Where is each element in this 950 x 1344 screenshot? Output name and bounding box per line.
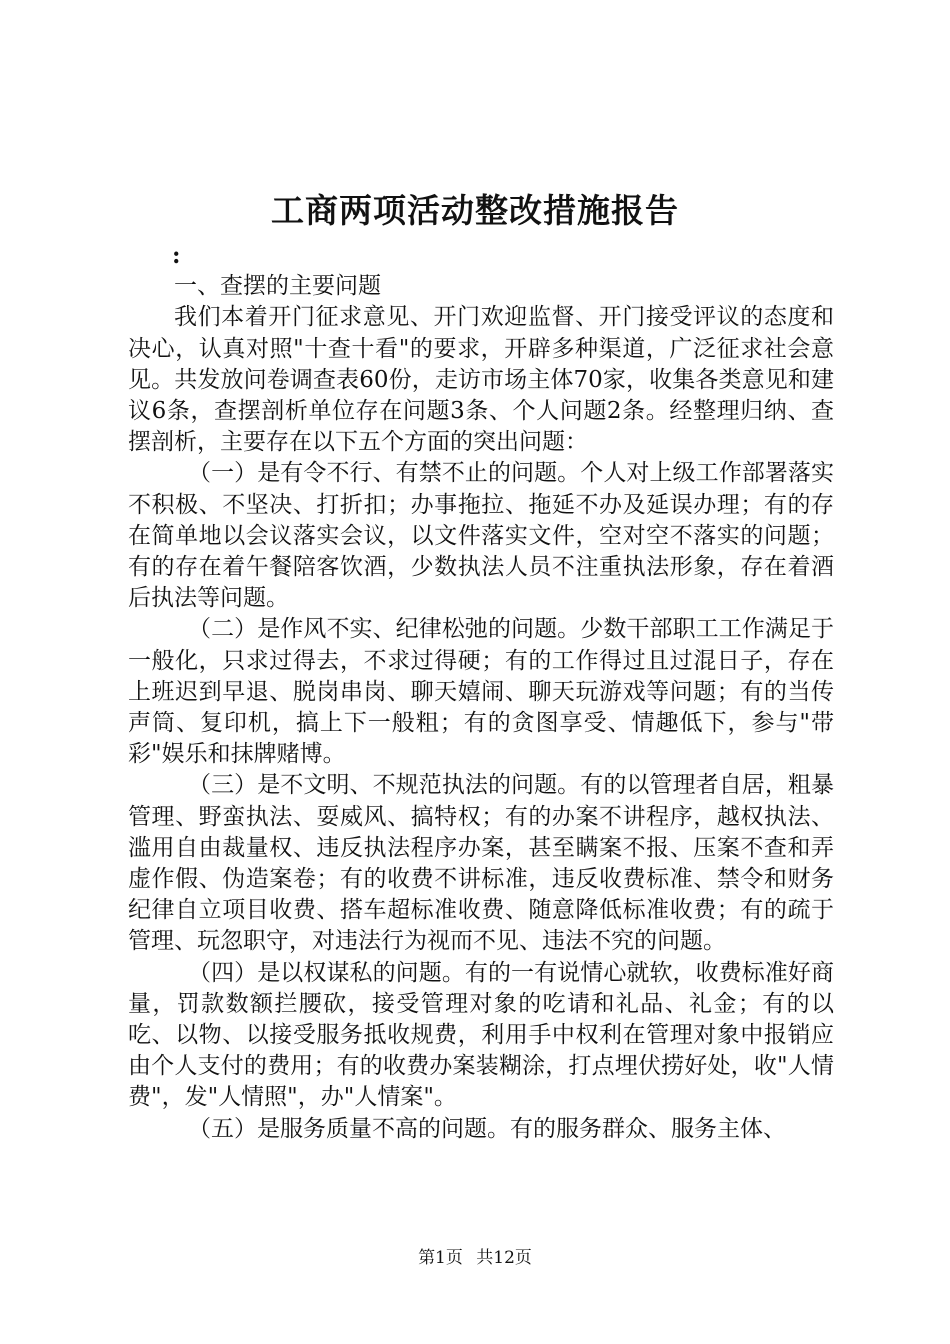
paragraph-problem-5: （五）是服务质量不高的问题。有的服务群众、服务主体、 [188, 1115, 786, 1142]
paragraph-problem-4: （四）是以权谋私的问题。有的一有说情心就软，收费标准好商量，罚款数额拦腰砍，接受管理对象的吃请和礼品、礼金；有的以吃、以物、以接受服务抵收规费，利用手中权利在管理对象中报销应由个人支付的费用；有的收费办案装糊涂，打点埋伏捞好处，收"人情费"，发"人情照"，办"人情案"。 [128, 959, 834, 1111]
page-footer [0, 1243, 950, 1268]
paragraph-problem-3: （三）是不文明、不规范执法的问题。有的以管理者自居，粗暴管理、野蛮执法、耍威风、搞特权；有的办案不讲程序，越权执法、滥用自由裁量权、违反执法程序办案，甚至瞒案不报、压案不查和弄虚作假、伪造案卷；有的收费不讲标准，违反收费标准、禁令和财务纪律自立项目收费、搭车超标准收费、随意降低标准收费；有的疏于管理、玩忽职守，对违法行为视而不见、违法不究的问题。 [128, 772, 834, 955]
paragraph-problem-2: （二）是作风不实、纪律松弛的问题。少数干部职工工作满足于一般化，只求过得去，不求过得硬；有的工作得过且过混日子，存在上班迟到早退、脱岗串岗、聊天嬉闹、聊天玩游戏等问题；有的当传声筒、复印机，搞上下一般粗；有的贪图享受、情趣低下，参与"带彩"娱乐和抹牌赌博。 [128, 616, 834, 768]
paragraph-problem-1: （一）是有令不行、有禁不止的问题。个人对上级工作部署落实不积极、不坚决、打折扣；办事拖拉、拖延不办及延误办理；有的存在简单地以会议落实会议，以文件落实文件，空对空不落实的问题；有的存在着午餐陪客饮酒，少数执法人员不注重执法形象，存在着酒后执法等问题。 [128, 460, 834, 612]
document-title: 工商两项活动整改措施报告 [271, 191, 679, 230]
page-number: 第1页 [418, 1248, 463, 1268]
section-heading: 一、查摆的主要问题 [174, 273, 381, 300]
intro-colon: : [172, 242, 181, 269]
paragraph-intro: 我们本着开门征求意见、开门欢迎监督、开门接受评议的态度和决心，认真对照"十查十看"的要求，开辟多种渠道，广泛征求社会意见。共发放问卷调查表60份，走访市场主体70家，收集各类意见和建议6条，查摆剖析单位存在问题3条、个人问题2条。经整理归纳、查摆剖析，主要存在以下五个方面的突出问题： [128, 304, 834, 456]
page-total: 共12页 [476, 1248, 532, 1268]
document-body [128, 240, 834, 1145]
